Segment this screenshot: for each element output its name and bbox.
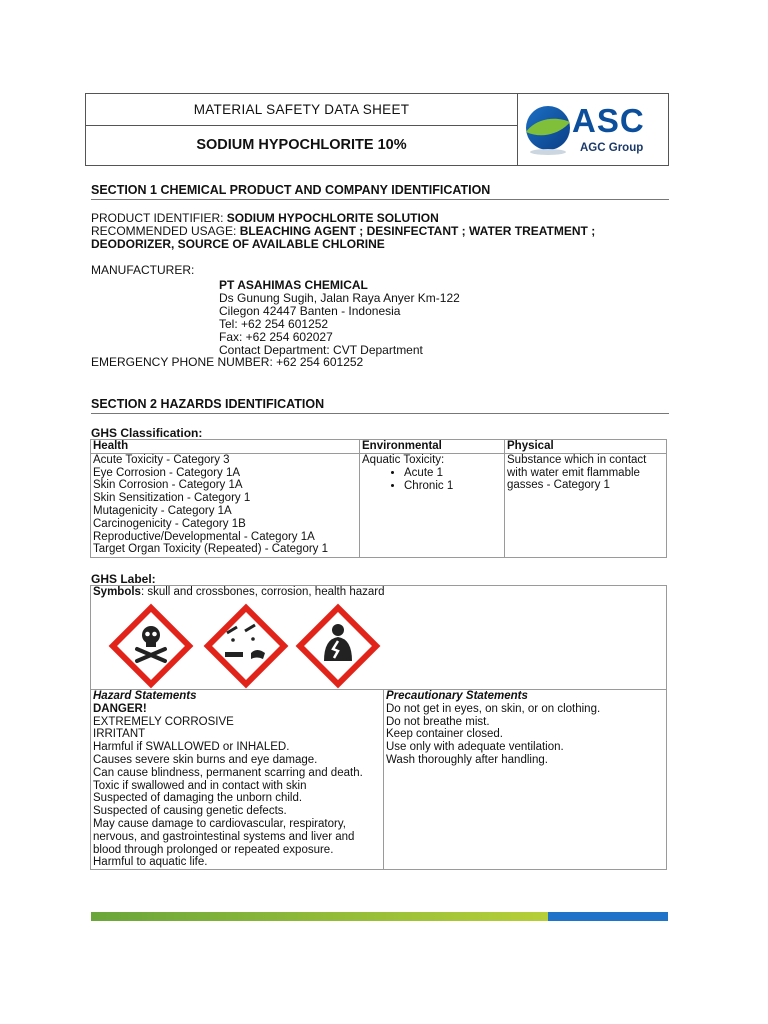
precaution-line: Wash thoroughly after handling. bbox=[386, 753, 548, 766]
logo-globe-icon bbox=[522, 102, 574, 158]
ghs-label-label: GHS Label: bbox=[91, 572, 156, 586]
hazard-line: Causes severe skin burns and eye damage. bbox=[93, 753, 318, 766]
hazard-line: EXTREMELY CORROSIVE bbox=[93, 715, 234, 728]
hazard-line: Harmful to aquatic life. bbox=[93, 856, 208, 869]
hazard-line: IRRITANT bbox=[93, 728, 146, 741]
precautionary-statements-title: Precautionary Statements bbox=[386, 690, 528, 702]
symbols-value: : skull and crossbones, corrosion, health hazard bbox=[140, 586, 385, 598]
hazard-statements-title: Hazard Statements bbox=[93, 690, 197, 702]
health-item: Mutagenicity - Category 1A bbox=[93, 504, 232, 517]
environmental-item: • Chronic 1 bbox=[404, 480, 502, 493]
hazard-line: blood through prolonged or repeated exposure. bbox=[93, 843, 334, 856]
health-item: Skin Corrosion - Category 1A bbox=[93, 479, 243, 492]
usage-value-1: BLEACHING AGENT ; DESINFECTANT ; WATER TREATMENT ; bbox=[239, 224, 596, 238]
company-name: PT ASAHIMAS CHEMICAL bbox=[219, 278, 368, 292]
logo-wordmark: ASC bbox=[572, 102, 645, 139]
document-type: MATERIAL SAFETY DATA SHEET bbox=[86, 94, 517, 126]
ghs-classification-label: GHS Classification: bbox=[91, 426, 203, 440]
environmental-list bbox=[362, 467, 502, 493]
section-2-title: SECTION 2 HAZARDS IDENTIFICATION bbox=[91, 397, 669, 414]
aquatic-toxicity-title: Aquatic Toxicity: bbox=[362, 453, 445, 466]
physical-header: Physical bbox=[505, 440, 667, 454]
health-header: Health bbox=[91, 440, 360, 454]
health-item: Eye Corrosion - Category 1A bbox=[93, 466, 241, 479]
precaution-line: Do not breathe mist. bbox=[386, 715, 490, 728]
emergency-phone: EMERGENCY PHONE NUMBER: +62 254 601252 bbox=[91, 355, 364, 369]
product-identifier-label: PRODUCT IDENTIFIER: bbox=[91, 211, 227, 225]
hazard-line: May cause damage to cardiovascular, respiratory, bbox=[93, 817, 346, 830]
health-item: Reproductive/Developmental - Category 1A bbox=[93, 530, 315, 543]
hazard-line: Suspected of damaging the unborn child. bbox=[93, 792, 303, 805]
contact-department: Contact Department: CVT Department bbox=[219, 343, 423, 357]
header-title-block bbox=[86, 94, 518, 165]
address-line-2: Cilegon 42447 Banten - Indonesia bbox=[219, 304, 401, 318]
pictogram-row bbox=[93, 599, 664, 685]
precaution-line: Do not get in eyes, on skin, or on clothing. bbox=[386, 702, 601, 715]
logo-group-name: AGC Group bbox=[580, 142, 644, 154]
health-hazard-icon bbox=[295, 603, 381, 689]
hazard-danger: DANGER! bbox=[93, 702, 147, 715]
hazard-line: Toxic if swallowed and in contact with skin bbox=[93, 779, 307, 792]
footer-stripe-blue bbox=[548, 912, 668, 921]
telephone: Tel: +62 254 601252 bbox=[219, 317, 329, 331]
health-item: Acute Toxicity - Category 3 bbox=[93, 453, 230, 466]
address-line-1: Ds Gunung Sugih, Jalan Raya Anyer Km-122 bbox=[219, 291, 460, 305]
physical-cell: Substance which in contact with water emit flammable gasses - Category 1 bbox=[505, 453, 667, 557]
corrosion-icon bbox=[203, 603, 289, 689]
hazard-line: Can cause blindness, permanent scarring and death. bbox=[93, 766, 363, 779]
usage-label: RECOMMENDED USAGE: bbox=[91, 224, 240, 238]
hazard-line: Harmful if SWALLOWED or INHALED. bbox=[93, 741, 290, 754]
hazard-statements-cell bbox=[91, 690, 384, 870]
environmental-header: Environmental bbox=[360, 440, 505, 454]
skull-crossbones-icon bbox=[108, 603, 194, 689]
company-logo bbox=[522, 100, 666, 162]
ghs-label-table bbox=[90, 585, 667, 870]
manufacturer-label: MANUFACTURER: bbox=[91, 263, 195, 277]
ghs-classification-table bbox=[90, 439, 667, 558]
precautionary-statements-cell bbox=[384, 690, 667, 870]
hazard-line: Suspected of causing genetic defects. bbox=[93, 805, 287, 818]
symbols-label: Symbols bbox=[93, 586, 141, 598]
health-cell bbox=[91, 453, 360, 557]
fax: Fax: +62 254 602027 bbox=[219, 330, 333, 344]
environmental-item: • Acute 1 bbox=[404, 467, 502, 480]
symbols-cell bbox=[91, 586, 667, 690]
precaution-line: Use only with adequate ventilation. bbox=[386, 741, 564, 754]
health-item: Target Organ Toxicity (Repeated) - Category 1 bbox=[93, 543, 329, 556]
document-header bbox=[85, 93, 669, 166]
product-identifier-value: SODIUM HYPOCHLORITE SOLUTION bbox=[226, 211, 439, 225]
product-name: SODIUM HYPOCHLORITE 10% bbox=[196, 137, 407, 153]
health-item: Carcinogenicity - Category 1B bbox=[93, 517, 246, 530]
environmental-cell bbox=[360, 453, 505, 557]
footer-stripe-green bbox=[91, 912, 551, 921]
health-item: Skin Sensitization - Category 1 bbox=[93, 492, 251, 505]
hazard-line: nervous, and gastrointestinal systems and liver and bbox=[93, 830, 355, 843]
section-1-title: SECTION 1 CHEMICAL PRODUCT AND COMPANY IDENTIFICATION bbox=[91, 183, 669, 200]
usage-value-2: DEODORIZER, SOURCE OF AVAILABLE CHLORINE bbox=[91, 237, 385, 251]
precaution-line: Keep container closed. bbox=[386, 728, 503, 741]
